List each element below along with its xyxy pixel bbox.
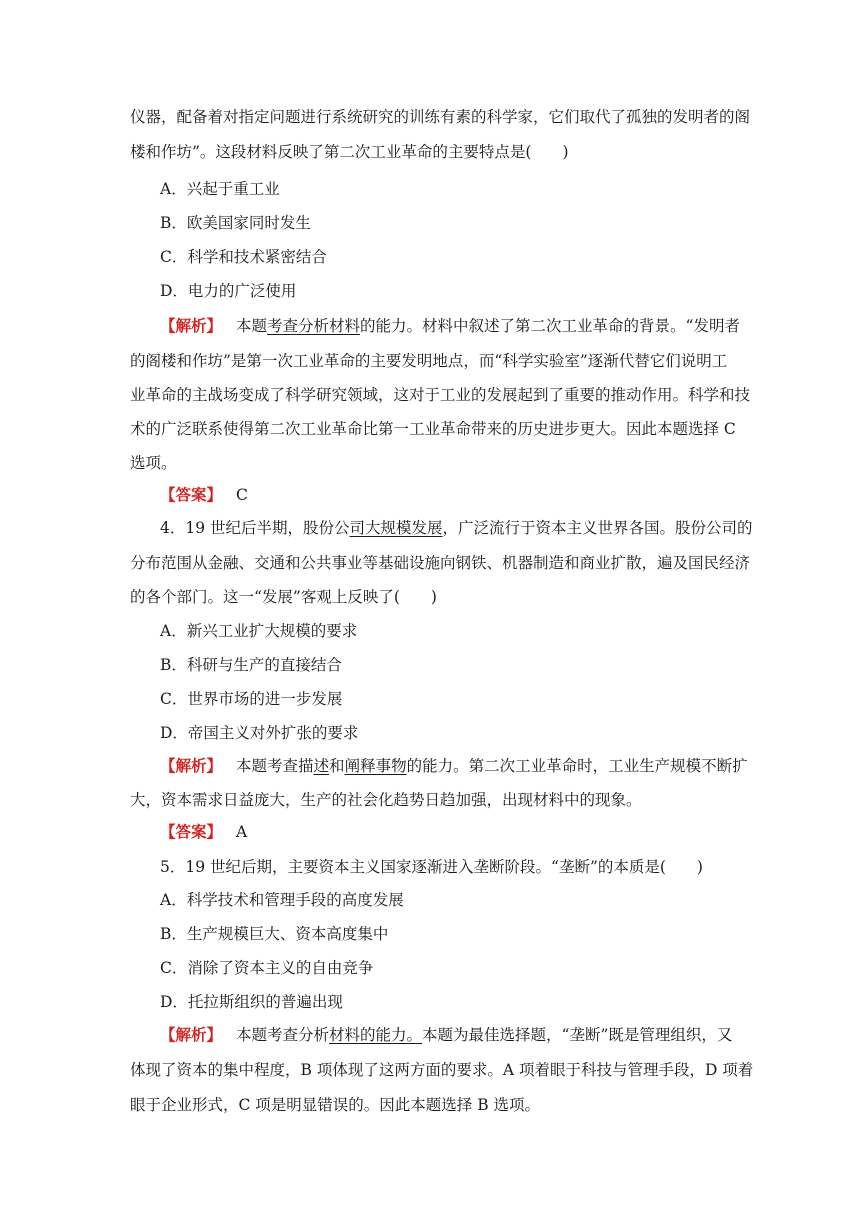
q5-analysis-line3: 眼于企业形式，C 项是明显错误的。因此本题选择 B 选项。	[130, 1096, 541, 1114]
answer-tag: 【答案】	[160, 822, 223, 841]
q4-stem-line3: 的各个部门。这一“发展”客观上反映了( )	[130, 588, 437, 606]
q4-analysis-line2: 大，资本需求日益庞大，生产的社会化趋势日趋加强，出现材料中的现象。	[130, 791, 642, 809]
analysis-tag: 【解析】	[160, 756, 223, 775]
analysis-tag: 【解析】	[160, 1025, 223, 1044]
q5-option-a: A．科学技术和管理手段的高度发展	[160, 891, 404, 909]
q3-stem-line2: 楼和作坊”。这段材料反映了第二次工业革命的主要特点是( )	[130, 143, 569, 161]
q3-option-d: D．电力的广泛使用	[160, 282, 297, 300]
q4-analysis-text-a: 本题考查描	[236, 757, 314, 775]
q3-analysis-text-a: 本题	[236, 317, 268, 335]
q3-analysis-line5: 选项。	[130, 454, 177, 472]
analysis-tag: 【解析】	[160, 316, 223, 335]
q3-analysis-line4: 术的广泛联系使得第二次工业革命比第一工业革命带来的历史进步更大。因此本题选择 C	[130, 420, 736, 438]
q3-option-b: B．欧美国家同时发生	[160, 214, 311, 232]
q5-option-d: D．托拉斯组织的普遍出现	[160, 993, 343, 1011]
q3-option-c: C．科学和技术紧密结合	[160, 248, 327, 266]
q4-stem-underline: 司大规模发展	[349, 519, 443, 537]
q3-answer-value: C	[236, 486, 248, 504]
q4-stem-line1	[160, 517, 753, 539]
q4-answer-line	[160, 821, 760, 843]
q5-analysis-text-b: 本题为最佳选择题，“垄断”既是管理组织，又	[422, 1026, 733, 1044]
q4-analysis-text-b: 的能力。第二次工业革命时，工业生产规模不断扩	[406, 757, 748, 775]
answer-tag: 【答案】	[160, 485, 223, 504]
q3-analysis-text-b: 的能力。材料中叙述了第二次工业革命的背景。“发明者	[360, 317, 740, 335]
q3-analysis-line2: 的阁楼和作坊”是第一次工业革命的主要发明地点，而“科学实验室”逐渐代替它们说明工	[130, 352, 728, 370]
q5-stem-line1: 5．19 世纪后期，主要资本主义国家逐渐进入垄断阶段。“垄断”的本质是( )	[160, 858, 703, 876]
q5-analysis-line1	[160, 1024, 733, 1046]
q4-stem-text-a: 4．19 世纪后半期，股份公	[160, 519, 350, 537]
q3-option-a: A．兴起于重工业	[160, 180, 280, 198]
q5-option-c: C．消除了资本主义的自由竞争	[160, 959, 374, 977]
q4-answer-value: A	[236, 823, 248, 841]
q4-analysis-text-m: 和	[329, 757, 345, 775]
q3-analysis-line1	[160, 315, 740, 337]
q5-option-b: B．生产规模巨大、资本高度集中	[160, 925, 389, 943]
q5-analysis-line2: 体现了资本的集中程度，B 项体现了这两方面的要求。A 项着眼于科技与管理手段，D 项着	[130, 1061, 754, 1079]
q4-option-a: A．新兴工业扩大规模的要求	[160, 622, 358, 640]
q3-answer-line	[160, 484, 760, 506]
q4-analysis-line1	[160, 755, 748, 777]
q4-analysis-underline-2: 阐释事物	[344, 757, 407, 775]
q3-stem-line1: 仪器，配备着对指定问题进行系统研究的训练有素的科学家，它们取代了孤独的发明者的阁	[130, 108, 751, 126]
q4-stem-text-b: ，广泛流行于资本主义世界各国。股份公司的	[442, 519, 753, 537]
q4-option-b: B．科研与生产的直接结合	[160, 656, 342, 674]
q4-option-c: C．世界市场的进一步发展	[160, 690, 343, 708]
q5-analysis-underline: 材料的能力。	[329, 1026, 423, 1044]
q4-stem-line2: 分布范围从金融、交通和公共事业等基础设施向钢铁、机器制造和商业扩散，遍及国民经济	[130, 554, 751, 572]
q5-analysis-text-a: 本题考查分析	[236, 1026, 330, 1044]
q3-analysis-underline: 考查分析材料	[267, 317, 361, 335]
q3-analysis-line3: 业革命的主战场变成了科学研究领域，这对于工业的发展起到了重要的推动作用。科学和技	[130, 386, 751, 404]
q4-option-d: D．帝国主义对外扩张的要求	[160, 724, 359, 742]
q4-analysis-underline-1: 述	[313, 757, 330, 775]
